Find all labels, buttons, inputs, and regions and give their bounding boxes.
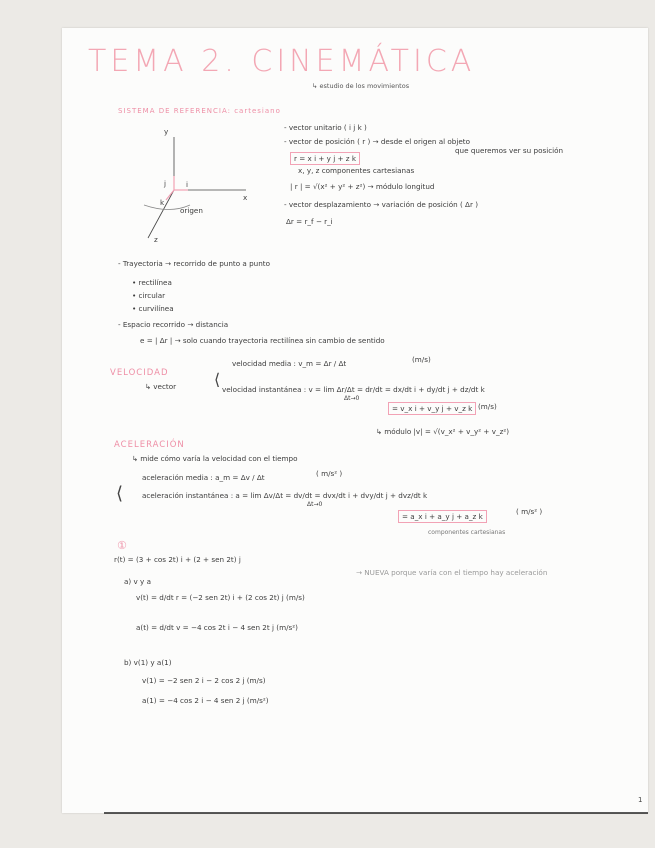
ref-line: que queremos ver su posición: [455, 146, 564, 155]
exercise-r: r(t) = (3 + cos 2t) i + (2 + sen 2t) j: [114, 555, 241, 564]
acceleration-comp-unit: ( m/s² ): [516, 507, 543, 516]
trajectory-line: - Trayectoria → recorrido de punto a punto: [118, 259, 270, 268]
section-reference: SISTEMA DE REFERENCIA: cartesiano: [118, 107, 281, 115]
exercise-number: ①: [117, 539, 127, 552]
velocity-instant: velocidad instantánea : v = lim Δr/Δt = dr/dt = dx/dt i + dy/dt j + dz/dt k: [222, 385, 485, 394]
ref-line: - vector desplazamiento → variación de posición ( Δr ): [284, 200, 479, 209]
unit-k-label: k: [160, 198, 165, 207]
ref-line: x, y, z componentes cartesianas: [298, 166, 415, 175]
acceleration-media-unit: ( m/s² ): [316, 469, 343, 478]
subtitle: ↳ estudio de los movimientos: [312, 82, 410, 90]
ref-line: | r | = √(x² + y² + z²) → módulo longitud: [290, 182, 435, 191]
ref-line: - vector de posición ( r ) → desde el origen al objeto: [284, 137, 470, 146]
origin-label: origen: [180, 206, 203, 215]
velocity-comp-unit: (m/s): [478, 402, 497, 411]
exercise-note: → NUEVA porque varía con el tiempo hay aceleración: [356, 568, 548, 577]
velocity-media-unit: (m/s): [412, 355, 431, 364]
axis-y-label: y: [164, 127, 169, 136]
velocity-components-box: = v_x i + v_y j + v_z k: [388, 402, 476, 415]
unit-i-label: i: [186, 180, 188, 189]
acceleration-media: aceleración media : a_m = Δv / Δt: [142, 473, 265, 482]
exercise-a-1: a(1) = −4 cos 2 i − 4 sen 2 j (m/s²): [142, 696, 269, 705]
acceleration-note: ↳ mide cómo varía la velocidad con el tiempo: [132, 454, 298, 463]
exercise-a-t: a(t) = d/dt v = −4 cos 2t i − 4 sen 2t j (m/s²): [136, 623, 298, 632]
exercise-v-t: v(t) = d/dt r = (−2 sen 2t) i + (2 cos 2t) j (m/s): [136, 593, 305, 602]
exercise-b-label: b) v(1) y a(1): [124, 658, 172, 667]
velocity-modulus: ↳ módulo |v| = √(v_x² + v_y² + v_z²): [376, 427, 510, 436]
page-number: 1: [638, 796, 643, 804]
trajectory-type: • circular: [132, 291, 166, 300]
velocity-limit: Δt→0: [344, 395, 360, 402]
axis-z-label: z: [154, 235, 158, 244]
velocity-media: velocidad media : v_m = Δr / Δt: [232, 359, 347, 368]
acceleration-components-box: = a_x i + a_y j + a_z k: [398, 510, 487, 523]
exercise-a-label: a) v y a: [124, 577, 151, 586]
exercise-v-1: v(1) = −2 sen 2 i − 2 cos 2 j (m/s): [142, 676, 266, 685]
velocity-note: ↳ vector: [145, 382, 177, 391]
trajectory-type: • rectilínea: [132, 278, 172, 287]
axis-x-label: x: [243, 193, 248, 202]
acceleration-heading: ACELERACIÓN: [114, 440, 185, 450]
acceleration-instant: aceleración instantánea : a = lim Δv/Δt = dv/dt = dvx/dt i + dvy/dt j + dvz/dt k: [142, 491, 428, 500]
acceleration-brace: ⟨: [116, 483, 124, 504]
distance-line: e = | Δr | → solo cuando trayectoria rectilínea sin cambio de sentido: [140, 336, 385, 345]
acceleration-comp-note: componentes cartesianas: [428, 529, 506, 536]
velocity-heading: VELOCIDAD: [110, 368, 169, 378]
page-title: TEMA 2. CINEMÁTICA: [88, 44, 476, 79]
trajectory-type: • curvilínea: [132, 304, 174, 313]
ref-line: Δr = r_f − r_i: [286, 217, 333, 226]
ref-line: - vector unitario ( i j k ): [284, 123, 367, 132]
acceleration-limit: Δt→0: [307, 501, 323, 508]
position-vector-box: r = x i + y j + z k: [290, 152, 360, 165]
unit-j-label: j: [164, 179, 166, 188]
distance-line: - Espacio recorrido → distancia: [118, 320, 229, 329]
velocity-brace: ⟨: [214, 370, 221, 389]
